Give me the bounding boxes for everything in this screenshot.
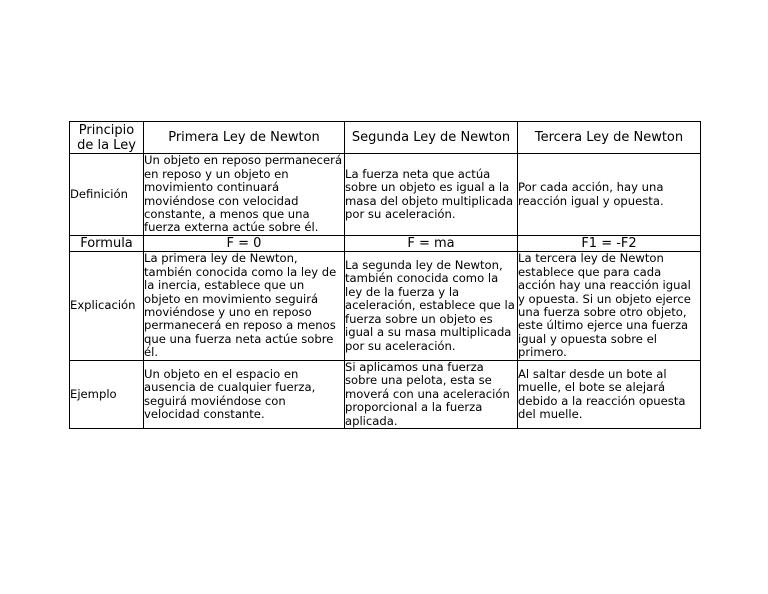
table-row	[70, 252, 701, 361]
row-label-ejemplo: Ejemplo	[70, 361, 144, 429]
cell-definicion-second: La fuerza neta que actúa sobre un objeto es igual a la masa del objeto multiplicada por su aceleración.	[345, 154, 518, 236]
header-row	[70, 122, 701, 154]
header-third-law: Tercera Ley de Newton	[518, 122, 701, 154]
header-first-law: Primera Ley de Newton	[144, 122, 345, 154]
cell-formula-second: F = ma	[345, 236, 518, 252]
cell-definicion-third: Por cada acción, hay una reacción igual y opuesta.	[518, 154, 701, 236]
header-principle: Principio de la Ley	[70, 122, 144, 154]
cell-definicion-first: Un objeto en reposo permanecerá en reposo y un objeto en movimiento continuará moviéndose con velocidad constante, a menos que una fuerza externa actúe sobre él.	[144, 154, 345, 236]
row-label-explicacion: Explicación	[70, 252, 144, 361]
cell-formula-first: F = 0	[144, 236, 345, 252]
row-label-definicion: Definición	[70, 154, 144, 236]
cell-explicacion-first: La primera ley de Newton, también conocida como la ley de la inercia, establece que un objeto en movimiento seguirá moviéndose y uno en reposo permanecerá en reposo a menos que una fuerza neta actúe sobre él.	[144, 252, 345, 361]
header-second-law: Segunda Ley de Newton	[345, 122, 518, 154]
table-row	[70, 236, 701, 252]
cell-explicacion-third: La tercera ley de Newton establece que para cada acción hay una reacción igual y opuesta. Si un objeto ejerce una fuerza sobre otro objeto, este último ejerce una fuerza igual y opuesta sobre el primero.	[518, 252, 701, 361]
table-row	[70, 154, 701, 236]
row-label-formula: Formula	[70, 236, 144, 252]
cell-ejemplo-third: Al saltar desde un bote al muelle, el bote se alejará debido a la reacción opuesta del muelle.	[518, 361, 701, 429]
cell-ejemplo-second: Si aplicamos una fuerza sobre una pelota, esta se moverá con una aceleración proporcional a la fuerza aplicada.	[345, 361, 518, 429]
cell-formula-third: F1 = -F2	[518, 236, 701, 252]
newton-laws-table	[69, 121, 701, 429]
table-row	[70, 361, 701, 429]
cell-ejemplo-first: Un objeto en el espacio en ausencia de cualquier fuerza, seguirá moviéndose con velocidad constante.	[144, 361, 345, 429]
cell-explicacion-second: La segunda ley de Newton, también conocida como la ley de la fuerza y la aceleración, establece que la fuerza sobre un objeto es igual a su masa multiplicada por su aceleración.	[345, 252, 518, 361]
